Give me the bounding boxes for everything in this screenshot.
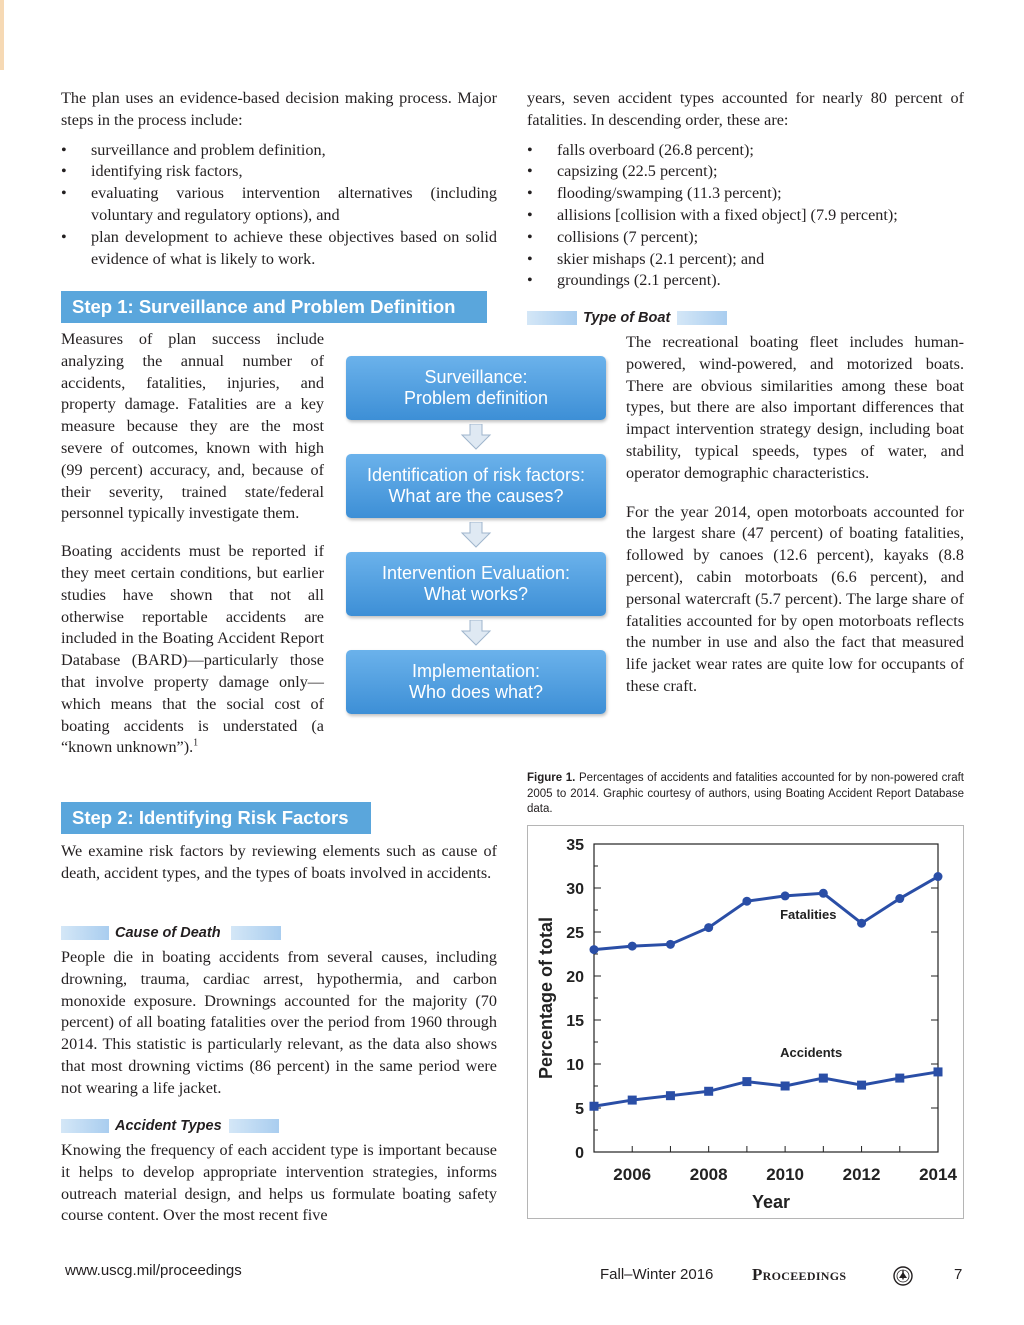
figure-label: Figure 1. [527,772,576,784]
y-tick-label: 0 [575,1145,584,1162]
chart-frame [527,825,964,1219]
line-chart [528,826,963,1218]
accident-types-heading-text: Accident Types [115,1118,222,1134]
x-axis-label: Year [751,1192,791,1212]
step1-paragraph-1: Measures of plan success include analyzing the annual number of accidents, fatalities, injuries, and property damage. Fatalities are a key measure because they are the most severe of outcomes, known with high (99 percent) accuracy, and, because of their severity, trained state/federal personnel typically investigate them. [61,330,324,523]
x-tick-label: 2008 [689,1165,728,1184]
footnote-ref: 1 [193,737,199,749]
x-tick-label: 2014 [919,1165,957,1184]
data-point [628,942,637,951]
flow-box-line: What are the causes? [388,486,564,506]
data-point [704,923,713,932]
figure-caption [527,771,964,818]
step2-paragraph: We examine risk factors by reviewing elements such as cause of death, accident types, and the types of boats involved in accidents. [61,842,497,882]
step1-paragraph-2 [61,541,324,759]
step2-text-block [61,841,497,885]
step1-paragraph-2-text: Boating accidents must be reported if they meet certain conditions, but earlier studies have shown that not all otherwise reportable accidents are included in the Boating Accident Report Database (BARD)—particularly those that involve property damage only—which means that the social cost of boating accidents is understated (a “known unknown”). [61,542,324,757]
data-point [819,889,828,898]
list-item: • identifying risk factors, [61,161,497,183]
type-of-boat-heading [527,310,727,326]
list-item: • collisions (7 percent); [527,227,964,249]
cause-of-death-heading [61,925,281,941]
data-point [742,897,751,906]
down-arrow-icon [460,424,492,450]
step1-heading: Step 1: Surveillance and Problem Definition [61,291,487,323]
list-item: • skier mishaps (2.1 percent); and [527,249,964,271]
right-intro-block [527,88,964,292]
cause-paragraph: People die in boating accidents from several causes, including drowning, trauma, cardiac arrest, hypothermia, and carbon monoxide exposure. Drownings accounted for the majority (70 percent) of all boating fatalities over the period from 1960 through 2014. This statistic is particularly relevant, as the data also shows that most drowning victims (86 percent) in the same period were not wearing a life jacket. [61,948,497,1097]
process-steps-list [61,140,497,271]
flow-box-line: Who does what? [408,682,544,702]
list-item: • falls overboard (26.8 percent); [527,140,964,162]
cause-text-block [61,947,497,1100]
data-point [781,891,790,900]
accident-types-list [527,140,964,293]
accident-types-heading [61,1118,279,1134]
x-tick-label: 2010 [766,1165,805,1184]
y-tick-label: 20 [566,969,584,986]
y-tick-label: 25 [566,925,584,942]
boat-paragraph-2: For the year 2014, open motorboats accounted for the largest share (47 percent) of boating fatalities, followed by canoes (12.6 percent), kayaks (8.8 percent), cabin motorboats (6.6 percent), and personal watercraft (5.7 percent). The large share of fatalities accounted for by open motorboats reflects the number in use and also the fact that measured life jacket wear rates are quite low for occupants of these craft. [626,502,964,695]
plot-area [594,844,938,1152]
type-of-boat-heading-text: Type of Boat [583,310,671,326]
x-tick-label: 2012 [842,1165,881,1184]
footer-url[interactable]: www.uscg.mil/proceedings [65,1262,242,1279]
series-label: Accidents [780,1044,843,1060]
flow-box-intervention [346,552,606,616]
flow-box-line: Problem definition [403,388,549,408]
accident-types-text-block [61,1140,497,1227]
list-item: • allisions [collision with a fixed object] (7.9 percent); [527,205,964,227]
y-tick-label: 5 [575,1101,584,1118]
flow-box-line: Implementation: [411,661,541,681]
list-item: • plan development to achieve these objectives based on solid evidence of what is likely to work. [61,227,497,271]
data-point [742,1077,751,1086]
down-arrow-icon [460,620,492,646]
flow-box-line: Surveillance: [424,367,528,387]
intro-paragraph: The plan uses an evidence-based decision making process. Major steps in the process include: [61,89,497,129]
accident-types-paragraph: Knowing the frequency of each accident type is important because it helps to develop appropriate intervention strategies, informs outreach material design, and helps us formulate boating safety course content. Over the most recent five [61,1141,497,1225]
list-item: • surveillance and problem definition, [61,140,497,162]
footer-issue: Fall–Winter 2016 [600,1266,714,1283]
flow-box-line: Intervention Evaluation: [381,563,571,583]
series-label: Fatalities [780,906,837,922]
list-item: • groundings (2.1 percent). [527,270,964,292]
data-point [895,1074,904,1083]
y-tick-label: 10 [566,1057,584,1074]
data-point [934,872,943,881]
boat-text-block [626,332,964,698]
flow-box-implementation [346,650,606,714]
list-item: • evaluating various intervention alternatives (including voluntary and regulatory options), and [61,183,497,227]
step2-heading: Step 2: Identifying Risk Factors [61,802,371,834]
flow-box-surveillance [346,356,606,420]
cause-of-death-heading-text: Cause of Death [115,925,221,941]
data-point [666,1091,675,1100]
list-item: • capsizing (22.5 percent); [527,161,964,183]
footer-brand: Proceedings [752,1265,847,1284]
data-point [857,1081,866,1090]
flow-box-risk-factors [346,454,606,518]
y-tick-label: 15 [566,1013,584,1030]
page-number: 7 [954,1266,963,1283]
boat-paragraph-1: The recreational boating fleet includes human-powered, wind-powered, and motorized boats. There are obvious similarities among these boat types, but there are also important differences that impact intervention strategy design, including boat stability, typical speeds, types of water, and operator demographic characteristics. [626,333,964,482]
y-tick-label: 30 [566,881,584,898]
data-point [666,940,675,949]
data-point [781,1082,790,1091]
left-intro-block [61,88,497,270]
y-axis-label: Percentage of total [536,916,556,1080]
uscg-seal-icon [893,1266,913,1286]
data-point [590,945,599,954]
data-point [628,1096,637,1105]
flow-box-line: What works? [423,584,529,604]
data-point [704,1087,713,1096]
x-tick-label: 2006 [613,1165,652,1184]
page-edge-mark [0,0,4,70]
data-point [819,1074,828,1083]
step1-text-block [61,329,324,759]
data-point [590,1102,599,1111]
right-intro-paragraph: years, seven accident types accounted for nearly 80 percent of fatalities. In descending order, these are: [527,89,964,129]
flow-box-line: Identification of risk factors: [366,465,586,485]
data-point [934,1067,943,1076]
y-tick-label: 35 [566,837,584,854]
down-arrow-icon [460,522,492,548]
list-item: • flooding/swamping (11.3 percent); [527,183,964,205]
data-point [895,894,904,903]
figure-caption-text: Percentages of accidents and fatalities accounted for by non-powered craft 2005 to 2014. Graphic courtesy of authors, using Boating Accident Report Database data. [527,772,964,815]
data-point [857,919,866,928]
